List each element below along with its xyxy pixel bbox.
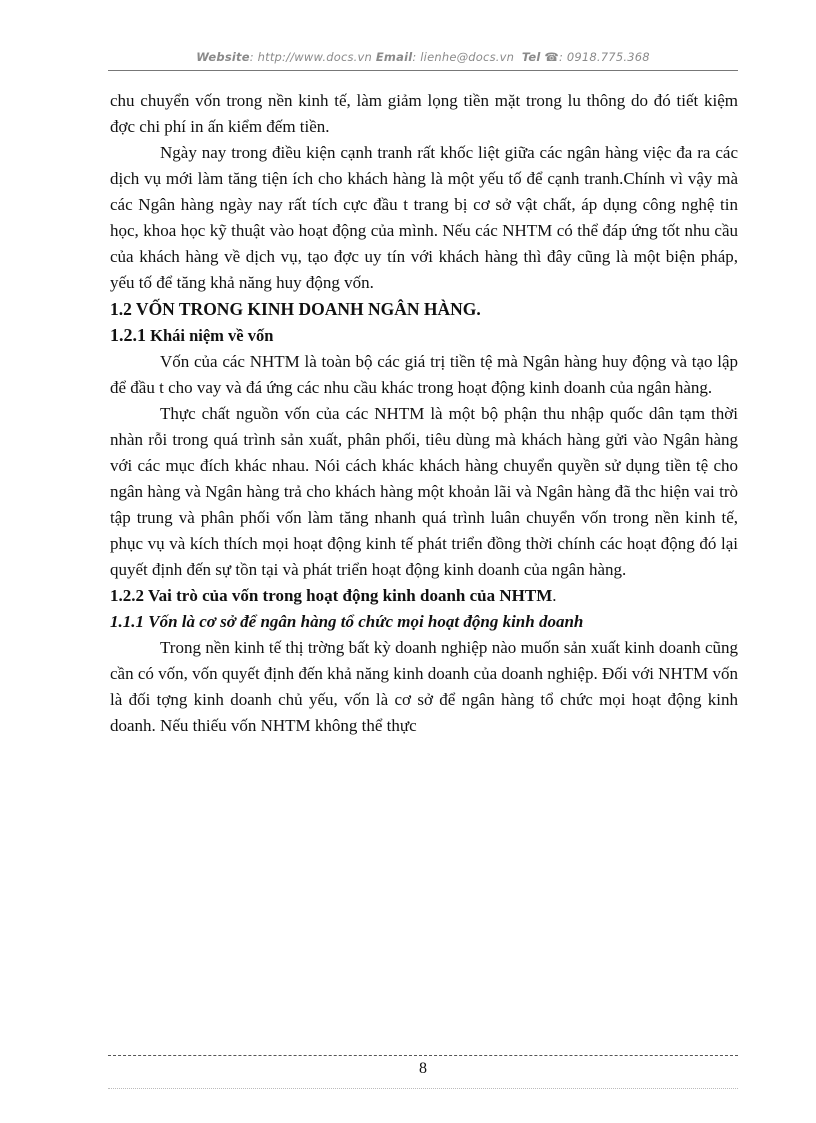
footer-divider bbox=[108, 1055, 738, 1056]
bottom-border bbox=[108, 1088, 738, 1089]
email-value: : lienhe@docs.vn bbox=[412, 50, 515, 64]
heading-1-2-1-number: 1.2.1 bbox=[110, 325, 146, 345]
phone-icon: ☎ bbox=[544, 50, 559, 64]
paragraph-1: chu chuyển vốn trong nền kinh tế, làm giảm lọng tiền mặt trong lu thông do đó tiết kiệm đợc chi phí in ấn kiểm đếm tiền. bbox=[110, 91, 738, 136]
paragraph-5: Trong nền kinh tế thị trờng bất kỳ doanh nghiệp nào muốn sản xuất kinh doanh cũng cần có vốn, vốn quyết định đến khả năng kinh doanh của doanh nghiệp. Đối với NHTM vốn là đối tợng kinh doanh chủ yếu, vốn là cơ sở để ngân hàng tổ chức mọi hoạt động kinh doanh. Nếu thiếu vốn NHTM không thể thực bbox=[110, 638, 738, 735]
document-body bbox=[110, 88, 738, 739]
heading-1-2-1 bbox=[110, 322, 738, 349]
page-number: 8 bbox=[419, 1060, 427, 1077]
heading-1-2-2-dot: . bbox=[552, 586, 557, 605]
heading-1-2-2 bbox=[110, 583, 738, 609]
paragraph-3: Vốn của các NHTM là toàn bộ các giá trị tiền tệ mà Ngân hàng huy động và tạo lập để đầu t cho vay và đá ứng các nhu cầu khác trong hoạt động kinh doanh của ngân hàng. bbox=[110, 352, 738, 397]
paragraph-2: Ngày nay trong điều kiện cạnh tranh rất khốc liệt giữa các ngân hàng việc đa ra các dịch vụ mới làm tăng tiện ích cho khách hàng là một yếu tố để cạnh tranh.Chính vì vậy mà các Ngân hàng ngày nay rất tích cực đầu t trang bị cơ sở vật chất, áp dụng công nghệ tin học, khoa học kỹ thuật vào hoạt động của mình. Nếu các NHTM có thể đáp ứng tốt nhu cầu của khách hàng về dịch vụ, tạo đợc uy tín với khách hàng thì đây cũng là một biện pháp, yếu tố để tăng khả năng huy động vốn. bbox=[110, 143, 738, 292]
heading-1-1-1: 1.1.1 Vốn là cơ sở để ngân hàng tổ chức mọi hoạt động kinh doanh bbox=[110, 612, 584, 631]
website-value: : http://www.docs.vn bbox=[249, 50, 373, 64]
header-divider bbox=[108, 70, 738, 71]
heading-1-2-1-text: Khái niệm về vốn bbox=[146, 326, 274, 345]
email-label: Email bbox=[375, 50, 413, 64]
heading-1-2-2-text: 1.2.2 Vai trò của vốn trong hoạt động kinh doanh của NHTM bbox=[110, 586, 553, 605]
tel-label: Tel bbox=[521, 50, 541, 64]
page-header bbox=[108, 50, 738, 64]
tel-value: : 0918.775.368 bbox=[558, 50, 650, 64]
website-label: Website bbox=[196, 50, 250, 64]
paragraph-4: Thực chất nguồn vốn của các NHTM là một bộ phận thu nhập quốc dân tạm thời nhàn rỗi trong quá trình sản xuất, phân phối, tiêu dùng mà khách hàng gửi vào Ngân hàng với các mục đích khác nhau. Nói cách khác khách hàng chuyển quyền sử dụng tiền tệ cho ngân hàng và Ngân hàng trả cho khách hàng một khoản lãi và Ngân hàng đã thc hiện vai trò tập trung và phân phối vốn làm tăng nhanh quá trình luân chuyển vốn trong nền kinh tế, phục vụ và kích thích mọi hoạt động kinh tế phát triển đồng thời chính các hoạt động đó lại quyết định đến sự tồn tại và phát triển hoạt động kinh doanh của ngân hàng. bbox=[110, 404, 738, 579]
heading-1-2: 1.2 VỐN TRONG KINH DOANH NGÂN HÀNG. bbox=[110, 299, 481, 319]
